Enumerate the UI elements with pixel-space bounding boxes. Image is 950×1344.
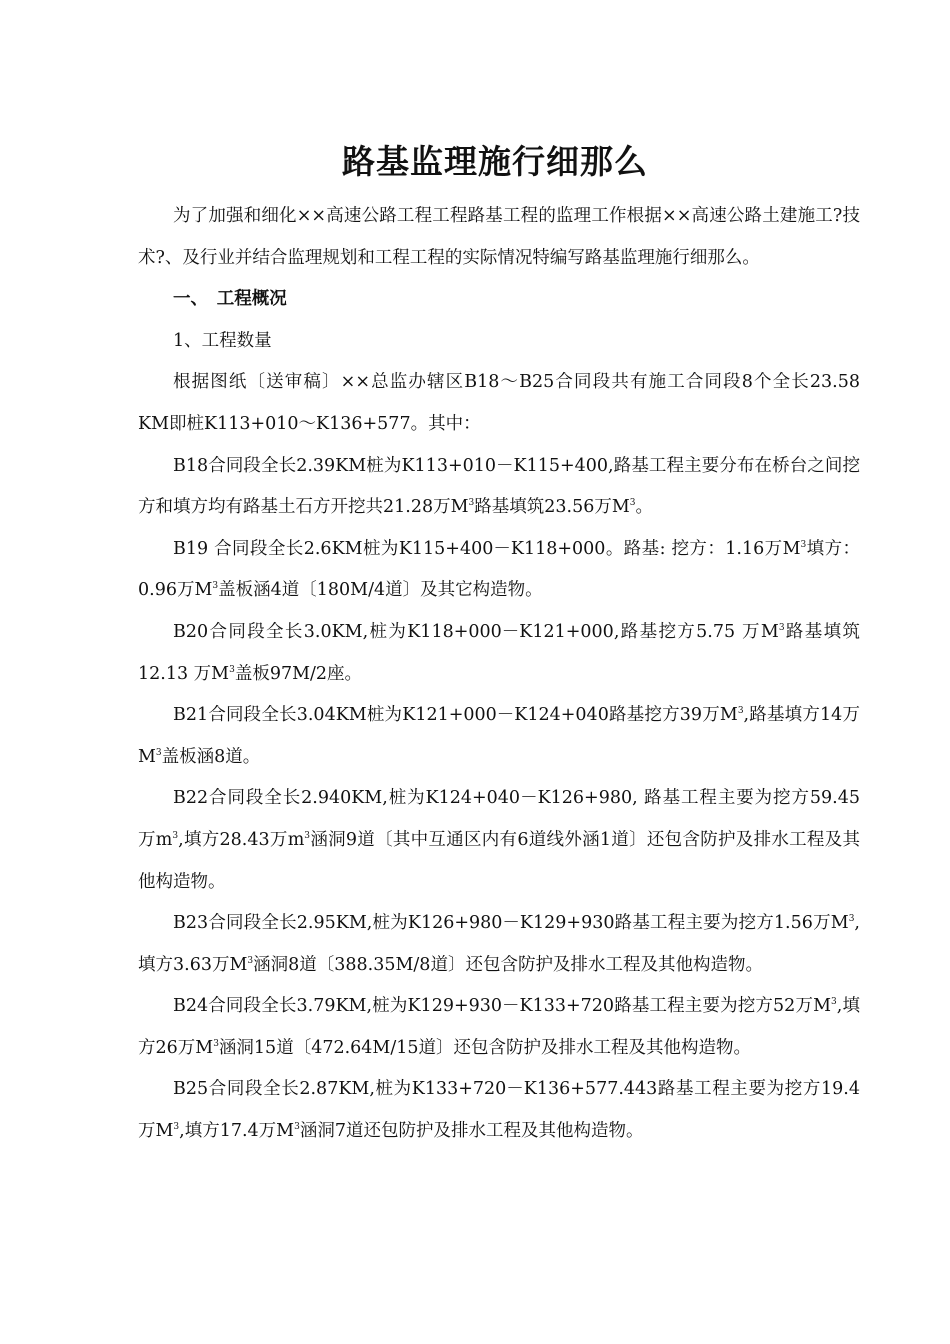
paragraph-b25: B25合同段全长2.87KM,桩为K133+720－K136+577.443路基工程主要为挖方19.4万$M^3$,填方17.4万$M^3$涵洞7道还包防护及排水工程及其他构造物。 bbox=[138, 1079, 860, 1142]
section-heading-overview: 一、 工程概况 bbox=[173, 289, 287, 310]
paragraph-b20: B20合同段全长3.0KM,桩为K118+000－K121+000,路基挖方5.75 万$M^3$路基填筑12.13 万$M^3$盖板97M/2座。 bbox=[138, 621, 861, 684]
intro-paragraph: 为了加强和细化××高速公路工程工程路基工程的监理工作根据××高速公路土建施工?技术?、及行业并结合监理规划和工程工程的实际情况特编写路基监理施行细那么。 bbox=[138, 206, 860, 268]
subheading-quantities: 1、工程数量 bbox=[173, 330, 272, 351]
document-title: 路基监理施行细那么 bbox=[342, 142, 648, 181]
paragraph-b19: B19 合同段全长2.6KM桩为K115+400－K118+000。路基: 挖方：1.16万$M^3$填方：0.96万$M^3$盖板涵4道〔180M/4道〕及其它构造物。 bbox=[138, 538, 861, 601]
document-body bbox=[138, 196, 860, 1153]
paragraph-b18: B18合同段全长2.39KM桩为K113+010－K115+400,路基工程主要分布在桥台之间挖方和填方均有路基土石方开挖共21.28万$M^3$路基填筑23.56万$M^3$。 bbox=[138, 455, 860, 518]
overview-paragraph: 根据图纸〔送审稿〕××总监办辖区B18～B25合同段共有施工合同段8个全长23.58 KM即桩K113+010～K136+577。其中： bbox=[138, 372, 860, 434]
paragraph-b22: B22合同段全长2.940KM,桩为K124+040－K126+980, 路基工程主要为挖方59.45万$m^3$,填方28.43万$m^3$涵洞9道〔其中互通区内有6道线外涵1道〕还包含防护及排水工程及其他构造物。 bbox=[138, 788, 860, 892]
paragraph-b21: B21合同段全长3.04KM桩为K121+000－K124+040路基挖方39万$M^3$,路基填方14万$M^3$盖板涵8道。 bbox=[138, 705, 860, 767]
paragraph-b23: B23合同段全长2.95KM,桩为K126+980－K129+930路基工程主要为挖方1.56万$M^3$,填方3.63万$M^3$涵洞8道〔388.35M/8道〕还包含防护及排水工程及其他构造物。 bbox=[138, 913, 860, 975]
paragraph-b24: B24合同段全长3.79KM,桩为K129+930－K133+720路基工程主要为挖方52万$M^3$,填方26万$M^3$涵洞15道〔472.64M/15道〕还包含防护及排水工程及其他构造物。 bbox=[138, 996, 860, 1058]
